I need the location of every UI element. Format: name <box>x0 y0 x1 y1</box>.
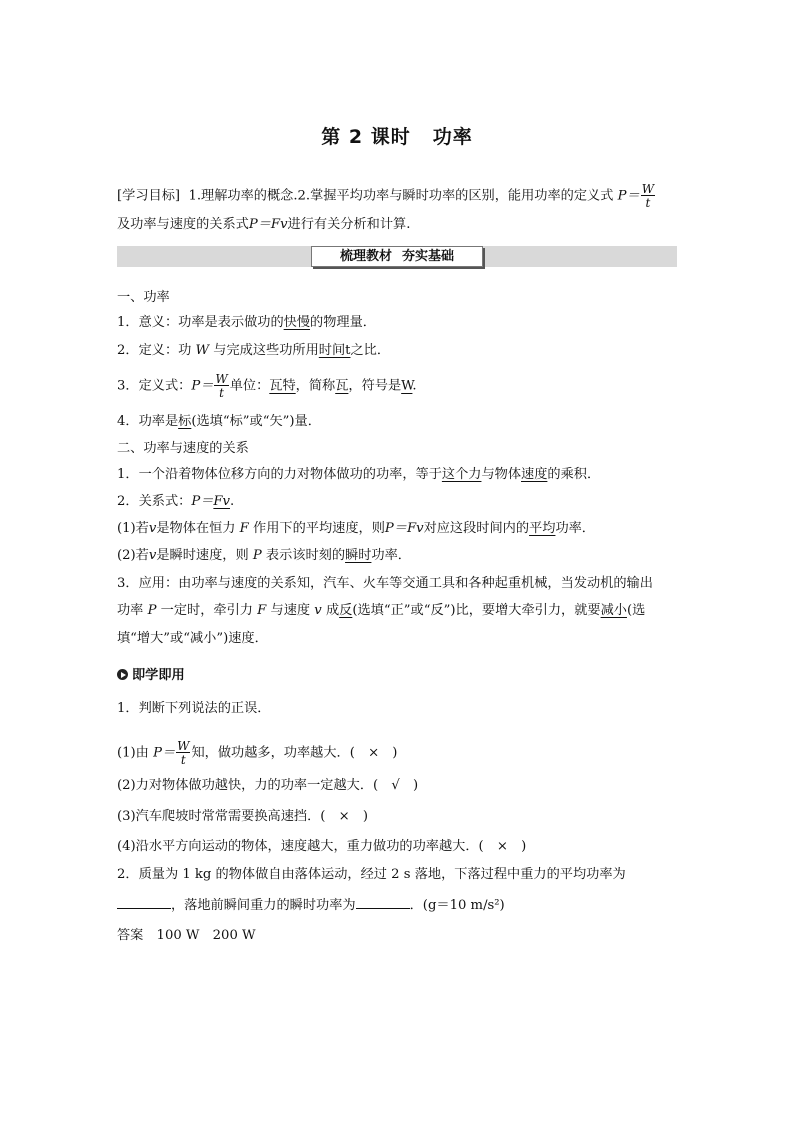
answer-blank-2 <box>356 896 410 909</box>
question-1-part3: (3)汽车爬坡时常常需要换高速挡．( × ) <box>117 809 369 824</box>
learning-objectives-line1: [学习目标] 1.理解功率的概念.2.掌握平均功率与瞬时功率的区别，能用功率的定义式 P＝ $\frac{W}{t}$ <box>117 182 655 210</box>
section2-item3-line3: 填“增大”或“减小”)速度． <box>117 631 268 646</box>
question-1: 1．判断下列说法的正误． <box>117 701 271 716</box>
question-1-part2: (2)力对物体做功越快，力的功率一定越大．( √ ) <box>117 778 419 793</box>
page-title <box>0 122 794 149</box>
title-topic: 功率 <box>432 126 473 148</box>
banner-label: 梳理教材 夯实基础 <box>311 246 483 267</box>
section2-item2a: (1)若v是物体在恒力 F 作用下的平均速度，则P＝Fv对应这段时间内的平均功率． <box>117 521 595 536</box>
section2-item3-line2: 功率 P 一定时，牵引力 F 与速度 v 成反(选填“正”或“反”)比，要增大牵引力，就要减小(选 <box>117 603 646 618</box>
title-lesson: 第 2 课时 <box>321 126 411 148</box>
section-banner <box>117 246 677 267</box>
section1-item1: 1．意义：功率是表示做功的快慢的物理量． <box>117 315 376 330</box>
section2-item3-line1: 3．应用：由功率与速度的关系知，汽车、火车等交通工具和各种起重机械，当发动机的输出 <box>117 576 653 591</box>
question-1-part4: (4)沿水平方向运动的物体，速度越大，重力做功的功率越大．( × ) <box>117 839 527 854</box>
section2-heading: 二、功率与速度的关系 <box>117 441 249 456</box>
section2-item1: 1．一个沿着物体位移方向的力对物体做功的功率，等于这个力与物体速度的乘积． <box>117 467 601 482</box>
answer: 答案 100 W 200 W <box>117 928 256 943</box>
question-2-line1: 2．质量为 1 kg 的物体做自由落体运动，经过 2 s 落地，下落过程中重力的平均功率为 <box>117 867 626 882</box>
play-circle-icon <box>117 669 128 680</box>
section1-item3: 3．定义式：P＝ $\frac{W}{t}$ 单位：瓦特，简称瓦，符号是W. <box>117 372 417 400</box>
section1-item4: 4．功率是标(选填“标”或“矢”)量． <box>117 414 321 429</box>
question-2-line2: ，落地前瞬间重力的瞬时功率为 ．(g＝10 m/s²) <box>117 896 505 915</box>
answer-blank-1 <box>117 896 171 909</box>
learning-objectives-line2: 及功率与速度的关系式P＝Fv进行有关分析和计算. <box>117 217 411 232</box>
section2-item2: 2．关系式：P＝Fv. <box>117 494 235 509</box>
section1-heading: 一、功率 <box>117 290 170 305</box>
section2-item2b: (2)若v是瞬时速度，则 P 表示该时刻的瞬时功率． <box>117 548 411 563</box>
section1-item2: 2．定义：功 W 与完成这些功所用时间t之比． <box>117 343 391 358</box>
objectives-label: [学习目标] <box>117 188 181 204</box>
power-formula-fraction: $\frac{W}{t}$ <box>641 182 655 210</box>
question-fraction: $\frac{W}{t}$ <box>177 739 190 767</box>
practice-heading: 即学即用 <box>117 667 185 685</box>
definition-fraction: $\frac{W}{t}$ <box>215 372 228 400</box>
question-1-part1: (1)由 P＝ $\frac{W}{t}$ 知，做功越多，功率越大．( × ) <box>117 739 398 767</box>
